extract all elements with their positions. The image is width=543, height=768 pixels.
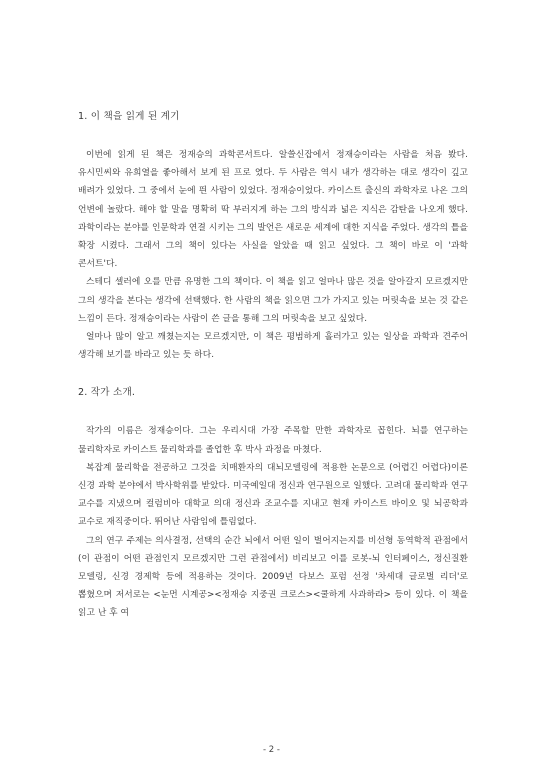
paragraph: 이번에 읽게 된 책은 정재승의 과학콘서트다. 알쓸신잡에서 정재승이라는 사람을 처음 봤다. 유시민씨와 유희열을 좋아해서 보게 된 프로 였다. 두 사람은 역시 내가 생각하는 대로 생각이 깊고 배려가 있었다. 그 중에서 눈에 띈 사람이 있었다. 정재승이었다. 카이스트 출신의 과학자로 나온 그의 언변에 놀랐다. 해야 할 말을 명확히 딱 부러지게 하는 그의 방식과 넓은 지식은 감탄을 나오게 했다. 과학이라는 분야를 인문학과 연결 시키는 그의 발언은 새로운 세계에 대한 지식을 주었다. 생각의 틀을 확장 시켰다. 그래서 그의 책이 있다는 사실을 알았을 때 읽고 싶었다. 그 책이 바로 이 '과학 콘서트'다.	[78, 150, 468, 270]
section-heading-motivation: 1. 이 책을 읽게 된 계기	[78, 111, 180, 122]
page-number: - 2 -	[263, 745, 280, 755]
page-content	[78, 110, 468, 623]
section-heading-author: 2. 작가 소개.	[78, 387, 136, 399]
paragraph: 복잡계 물리학을 전공하고 그것을 치매환자의 대뇌모델링에 적용한 논문으로 (어렵긴 어렵다)이론 신경 과학 분야에서 박사학위를 받았다. 미국예일대 정신과 연구원으로 일했다. 고려대 물리학과 연구 교수를 지냈으며 컬럼비아 대학교 의대 정신과 조교수를 지내고 현재 카이스트 바이오 및 뇌공학과 교수로 재직중이다. 뛰어난 사람임에 틀림없다.	[78, 462, 468, 528]
paragraph: 그의 연구 주제는 의사결정, 선택의 순간 뇌에서 어떤 일이 벌어지는지를 비선형 동역학적 관점에서 (이 관점이 어떤 관점인지 모르겠지만 그런 관점에서) 비리보고 이를 로봇-뇌 인터페이스, 정신질환 모델링, 신경 경제학 등에 적용하는 것이다. 2009년 다보스 포럼 선정 '차세대 글로벌 리더'로 뽑혔으며 저서로는 <눈먼 시계공><정재승 지중권 크로스><쿨하게 사과하라> 등이 있다. 이 책을 읽고 난 후 여	[78, 535, 468, 619]
paragraph: 스테디 셀러에 오를 만큼 유명한 그의 책이다. 이 책을 읽고 얼마나 많은 것을 알아갈지 모르겠지만 그의 생각을 본다는 생각에 선택했다. 한 사람의 책을 읽으면 그가 가지고 있는 머릿속을 보는 것 같은 느낌이 든다. 정재승이라는 사람이 쓴 글을 통해 그의 머릿속을 보고 싶었다.	[78, 277, 468, 324]
paragraph: 얼마나 많이 알고 깨쳤는지는 모르겠지만, 이 책은 평범하게 흘러가고 있는 일상을 과학과 견주어 생각해 보기를 바라고 있는 듯 하다.	[78, 332, 468, 361]
paragraph: 작가의 이름은 정재승이다. 그는 우리시대 가장 주목할 만한 과학자로 꼽힌다. 뇌를 연구하는 물리학자로 카이스트 물리학과를 졸업한 후 박사 과정을 마쳤다.	[78, 426, 468, 455]
